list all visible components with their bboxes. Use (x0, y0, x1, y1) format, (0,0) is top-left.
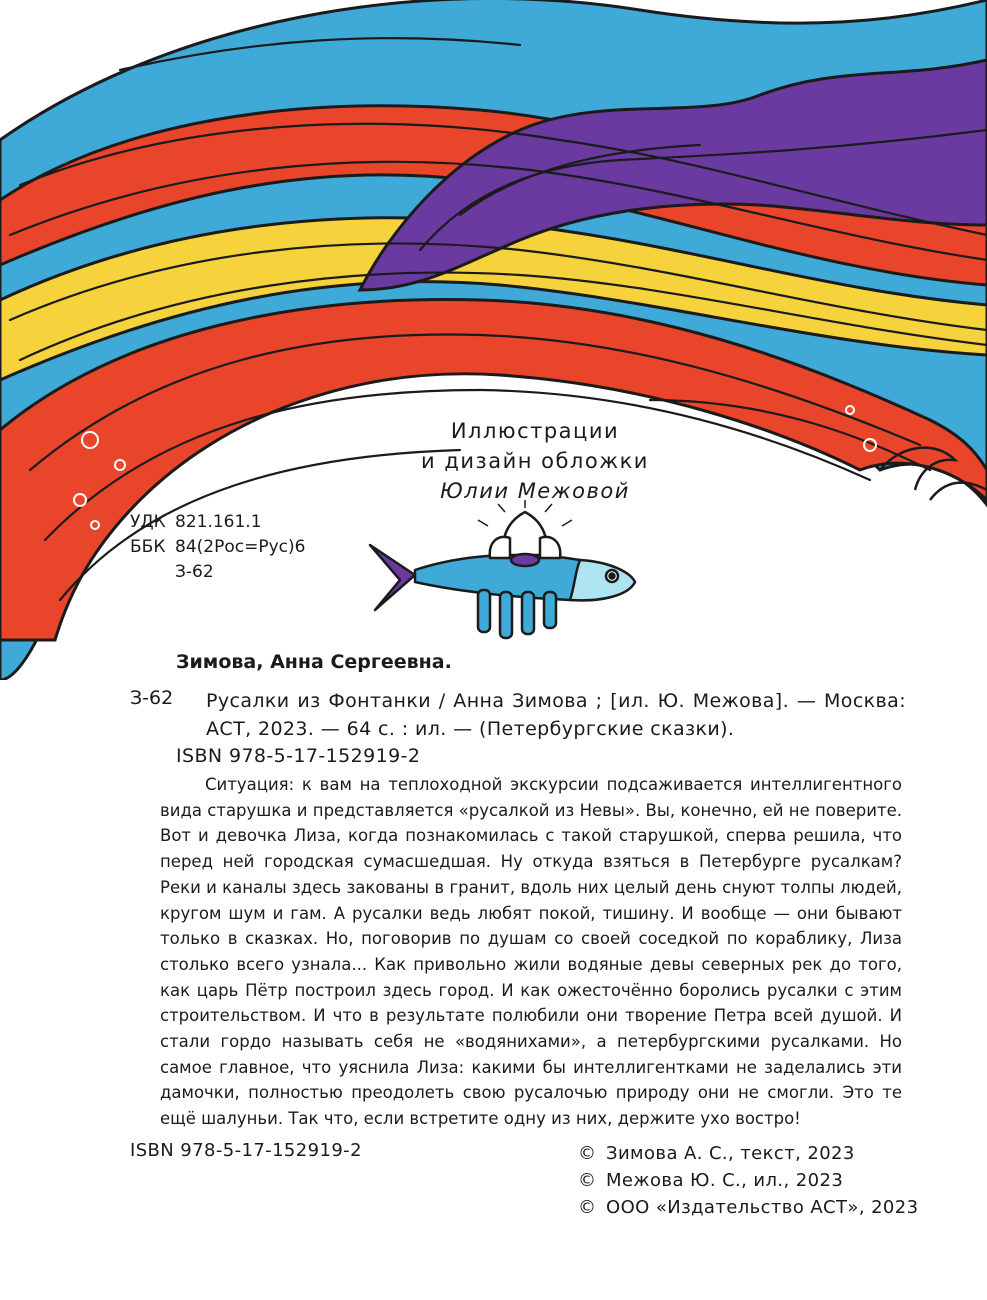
credits-line-2: и дизайн обложки (421, 449, 649, 473)
bbk-value: 84(2Рос=Рус)6 (175, 537, 306, 557)
isbn-footer: ISBN 978-5-17-152919-2 (130, 1140, 362, 1161)
fish-skeleton-icon (360, 500, 660, 650)
udk-label: УДК (130, 512, 166, 532)
copyright-text: Межова Ю. С., ил., 2023 (606, 1170, 844, 1191)
copyright-symbol: © (578, 1170, 597, 1191)
annotation (160, 772, 902, 1132)
bbk-label: ББК (130, 537, 166, 557)
author-code: З-62 (130, 687, 174, 709)
classification-block (130, 510, 305, 585)
copyright-line (578, 1167, 919, 1194)
author-heading: Зимова, Анна Сергеевна. (176, 651, 452, 673)
copyright-text: Зимова А. С., текст, 2023 (606, 1143, 855, 1164)
copyright-line (578, 1140, 919, 1167)
credits-line-1: Иллюстрации (450, 419, 620, 443)
isbn-main: ISBN 978-5-17-152919-2 (176, 745, 421, 767)
illustrator-credits (400, 416, 670, 506)
copyright-symbol: © (578, 1197, 597, 1218)
author-mark: З-62 (175, 562, 214, 582)
udk-value: 821.161.1 (175, 512, 262, 532)
copyright-line (578, 1194, 919, 1221)
copyright-text: ООО «Издательство АСТ», 2023 (606, 1197, 919, 1218)
annotation-text: Ситуация: к вам на теплоходной экскурсии подсаживается интеллигентного вида старушка и представляется «русалкой из Невы». Вы, конечно, ей не поверите. Вот и девочка Лиза, когда познакомилась с такой старушкой, сперва решила, что перед ней городская сумасшедшая. Ну откуда взяться в Петербурге русалкам? Реки и каналы здесь закованы в гранит, вдоль них целый день снуют толпы людей, кругом шум и гам. А русалки ведь любят покой, тишину. И вообще — они бывают только в сказках. Но, поговорив по душам со своей соседкой по кораблику, Лиза столько всего узнала... Как привольно жили водяные девы северных рек до того, как царь Пётр построил здесь город. И как ожесточённо боролись русалки с этим строительством. И что в результате полюбили они творение Петра всей душой. И стали гордо называть себя не «водянихами», а петербургскими русалками. Но самое главное, что уяснила Лиза: какими бы интеллигентками не заделались эти дамочки, полностью преодолеть свою русалочью природу они не смогли. Это те ещё шалуньи. Так что, если встретите одну из них, держите ухо востро! (160, 775, 902, 1129)
bibliographic-description: Русалки из Фонтанки / Анна Зимова ; [ил. Ю. Межова]. — Москва: АСТ, 2023. — 64 с. : ил. — (Петербургские сказки). (206, 690, 906, 740)
copyright-symbol: © (578, 1143, 597, 1164)
copyright-block (578, 1140, 919, 1221)
illustrator-name: Юлии Межовой (440, 479, 630, 503)
